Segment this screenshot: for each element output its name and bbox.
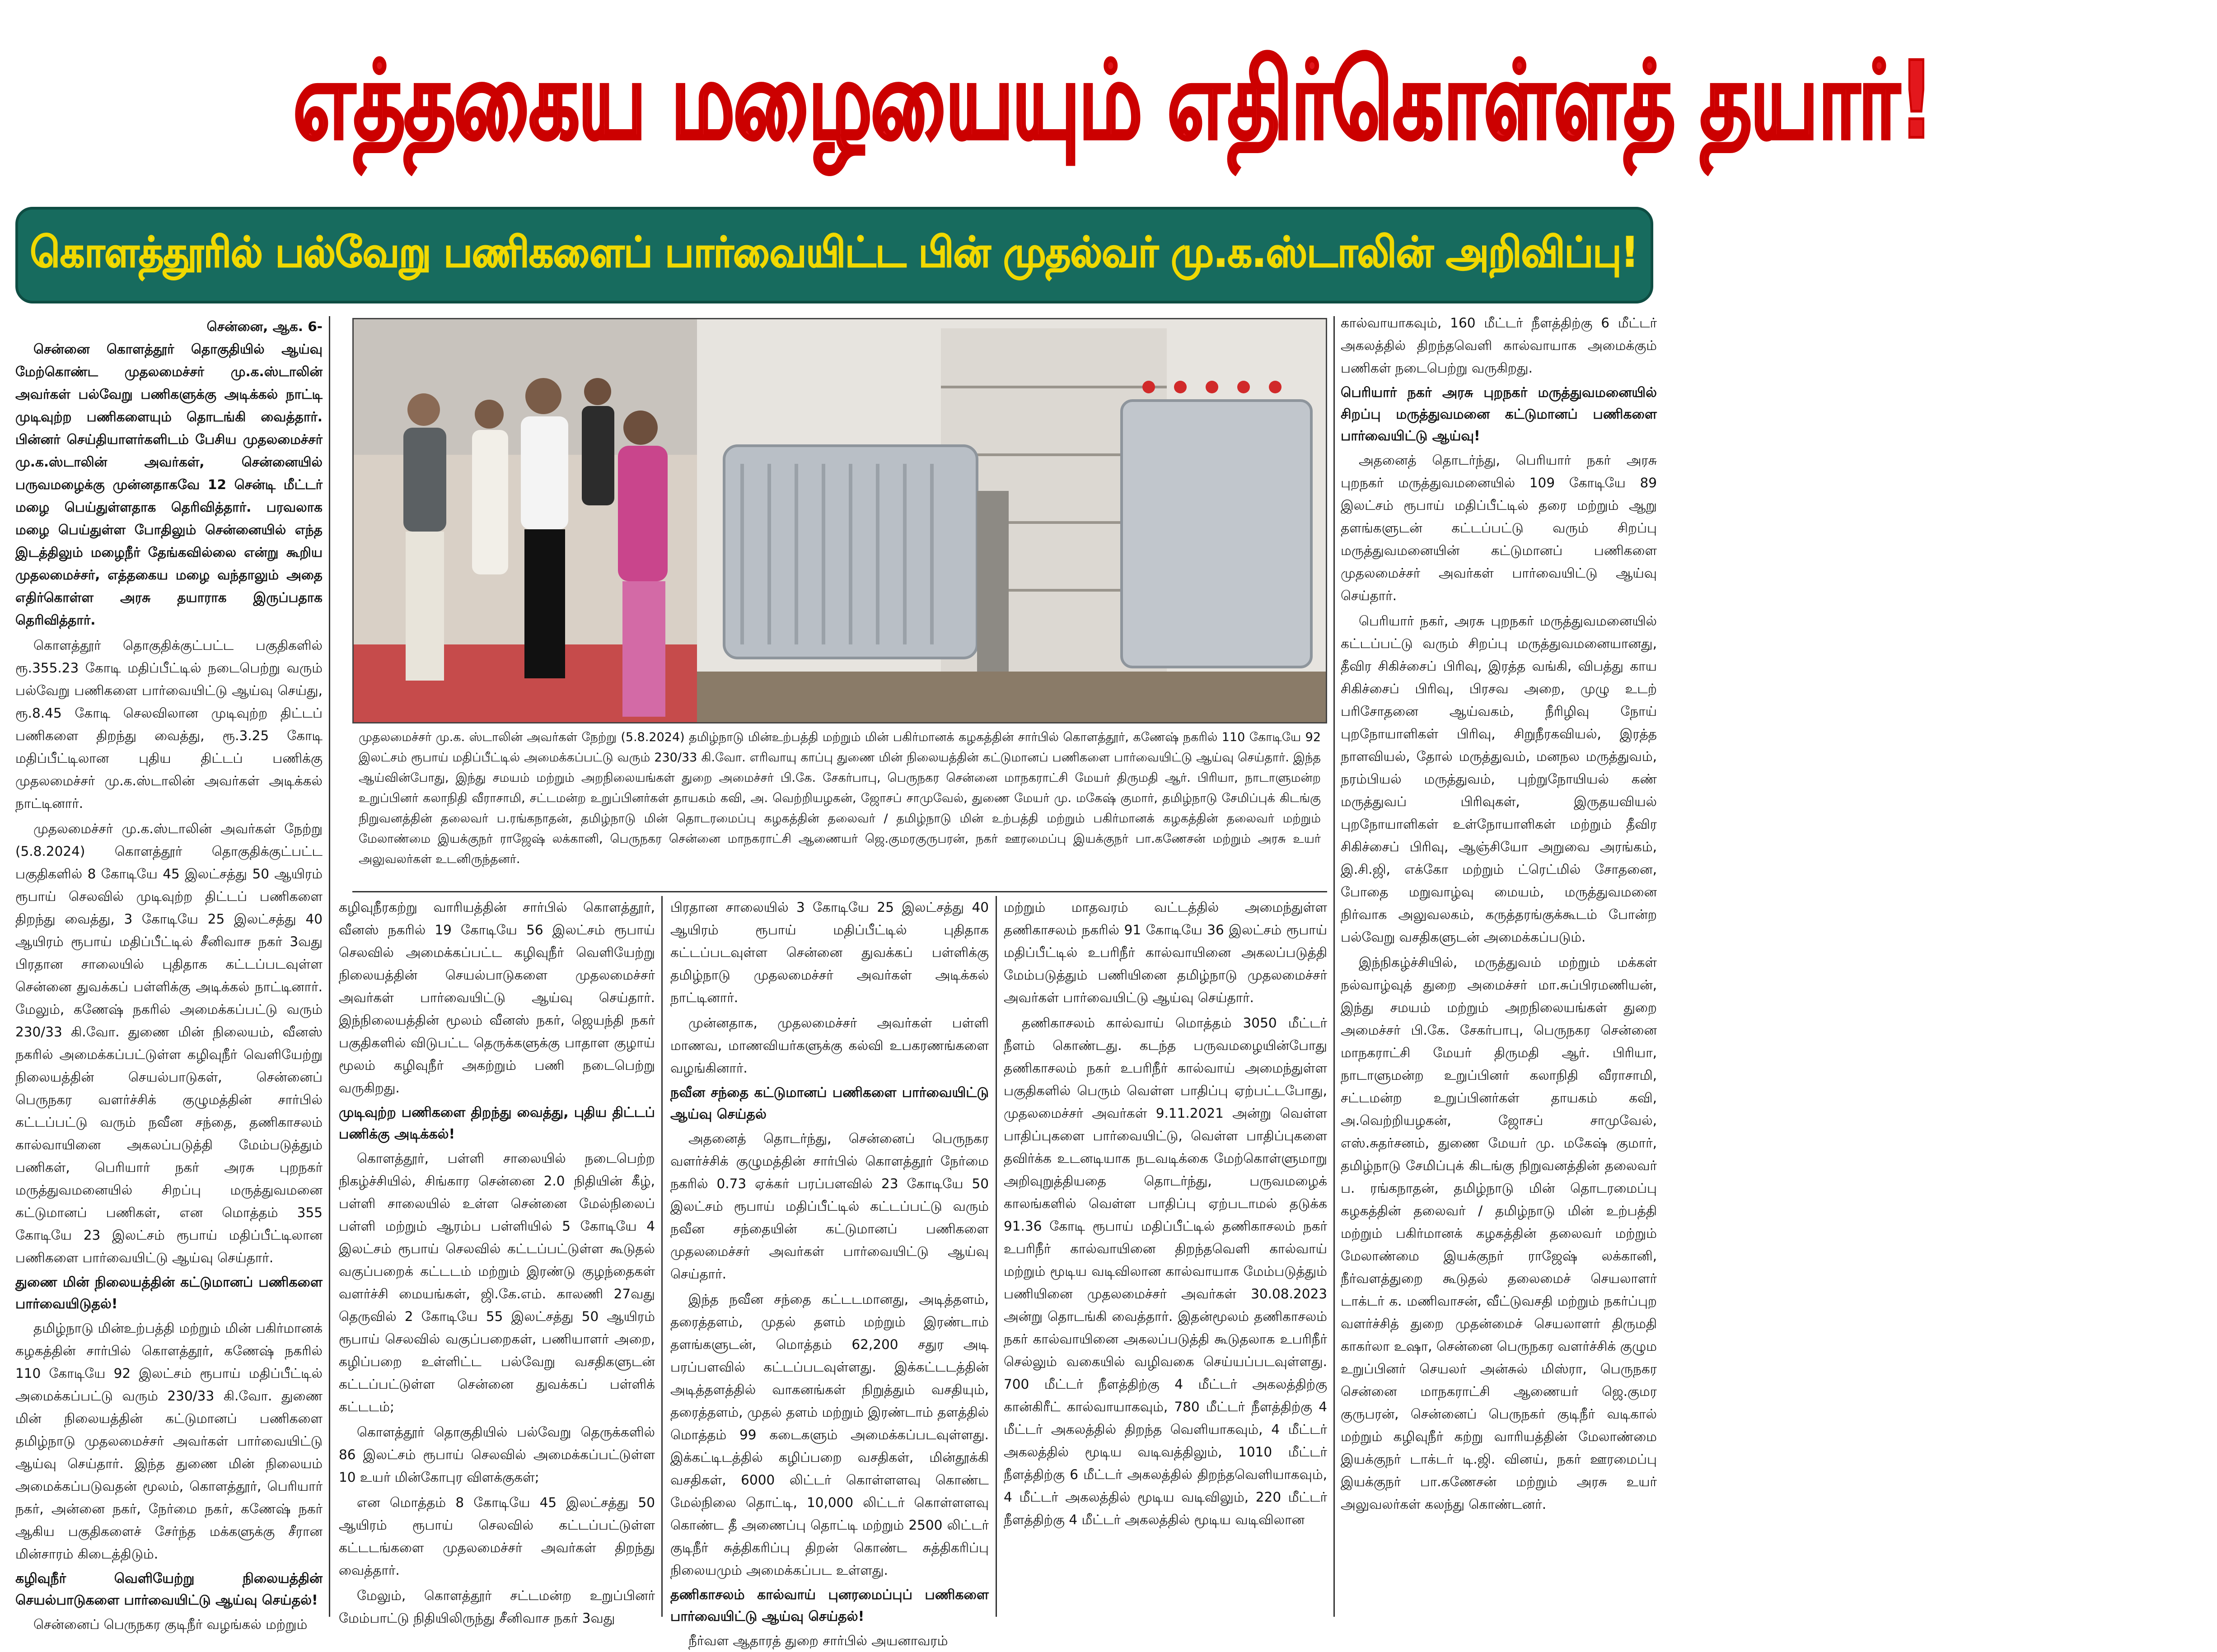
column-divider [1333, 316, 1335, 1617]
paragraph: தணிகாசலம் கால்வாய் மொத்தம் 3050 மீட்டர் நீளம் கொண்டது. கடந்த பருவமழையின்போது தணிகாசலம் நகர் உபரிநீர் கால்வாய் அமைந்துள்ள பகுதிகளில் பெரும் வெள்ள பாதிப்பு ஏற்பட்டபோது, முதலமைச்சர் அவர்கள் 9.11.2021 அன்று வெள்ள பாதிப்புகளை பார்வையிட்டு, வெள்ள பாதிப்புகளை தவிர்க்க உடனடியாக நடவடிக்கை மேற்கொள்ளுமாறு அறிவுறுத்தியதை தொடர்ந்து, பருவமழைக் காலங்களில் வெள்ள பாதிப்பு ஏற்படாமல் தடுக்க 91.36 கோடி ரூபாய் மதிப்பீட்டில் தணிகாசலம் நகர் உபரிநீர் கால்வாயினை திறந்தவெளி கால்வாய் மற்றும் மூடிய வடிவிலான கால்வாயாக மேம்படுத்தும் பணியினை முதலமைச்சர் அவர்கள் 30.08.2023 அன்று தொடங்கி வைத்தார். இதன்மூலம் தணிகாசலம் நகர் கால்வாயினை அகலப்படுத்தி கூடுதலாக உபரிநீர் செல்லும் வகையில் வழிவகை செய்யப்படவுள்ளது. 700 மீட்டர் நீளத்திற்கு 4 மீட்டர் அகலத்திற்கு கான்கிரீட் கால்வாயாகவும், 780 மீட்டர் நீளத்திற்கு 4 மீட்டர் அகலத்தில் திறந்த வெளியாகவும், 4 மீட்டர் அகலத்தில் மூடிய வடிவத்திலும், 1010 மீட்டர் நீளத்திற்கு 6 மீட்டர் அகலத்தில் திறந்தவெளியாகவும், 4 மீட்டர் அகலத்தில் மூடிய வடிவிலும், 220 மீட்டர் நீளத்திற்கு 4 மீட்டர் அகலத்தில் மூடிய வடிவிலான [1004, 1015, 1327, 1527]
subheadline: கொளத்தூரில் பல்வேறு பணிகளைப் பார்வையிட்ட பின் முதல்வர் மு.க.ஸ்டாலின் அறிவிப்பு! [30, 228, 1639, 276]
paragraph: கழிவுநீரகற்று வாரியத்தின் சார்பில் கொளத்தூர், வீனஸ் நகரில் 19 கோடியே 56 இலட்சம் ரூபாய் செலவில் அமைக்கப்பட்ட கழிவுநீர் வெளியேற்று நிலையத்தின் செயல்பாடுகளை முதலமைச்சர் அவர்கள் பார்வையிட்டு ஆய்வு செய்தார். இந்நிலையத்தின் மூலம் வீனஸ் நகர், ஜெயந்தி நகர் பகுதிகளில் விடுபட்ட தெருக்களுக்கு பாதாள குழாய் மூலம் கழிவுநீர் அகற்றும் பணி நடைபெற்று வருகிறது. [339, 900, 655, 1096]
article-column-5 [1341, 312, 1657, 1617]
subheadline-banner [15, 207, 1653, 303]
paragraph: பெரியார் நகர், அரசு புறநகர் மருத்துவமனையில் கட்டப்பட்டு வரும் சிறப்பு மருத்துவமனையானது, தீவிர சிகிச்சைப் பிரிவு, இரத்த வங்கி, விபத்து காய சிகிச்சைப் பிரிவு, பிரசவ அறை, முழு உடற் பரிசோதனை ஆய்வகம், நீரிழிவு நோய் புறநோயாளிகள் பிரிவு, சிறுநீரகவியல், இரத்த நாளவியல், தோல் மருத்துவம், மனநல மருத்துவம், நரம்பியல் மருத்துவம், புற்றுநோயியல் கண் மருத்துவப் பிரிவுகள், இருதயவியல் புறநோயாளிகள் உள்நோயாளிகள் மற்றும் தீவிர சிகிச்சைப் பிரிவு, ஆஞ்சியோ அறுவை அரங்கம், இ.சி.ஜி, எக்கோ மற்றும் ட்ரெட்மில் சோதனை, போதை மறுவாழ்வு மையம், மருத்துவமனை நிர்வாக அலுவலகம், கருத்தரங்குக்கூடம் போன்ற பல்வேறு வசதிகளுடன் அமைக்கப்படும். [1341, 613, 1657, 945]
paragraph: இந்த நவீன சந்தை கட்டடமானது, அடித்தளம், தரைத்தளம், முதல் தளம் மற்றும் இரண்டாம் தளங்களுடன், மொத்தம் 62,200 சதுர அடி பரப்பளவில் கட்டப்படவுள்ளது. இக்கட்டடத்தின் அடித்தளத்தில் வாகனங்கள் நிறுத்தும் வசதியும், தரைத்தளம், முதல் தளம் மற்றும் இரண்டாம் தளத்தில் மொத்தம் 99 கடைகளும் அமைக்கப்படவுள்ளது. இக்கட்டிடத்தில் கழிப்பறை வசதிகள், மின்தூக்கி வசதிகள், 6000 லிட்டர் கொள்ளளவு கொண்ட மேல்நிலை தொட்டி, 10,000 லிட்டர் கொள்ளளவு கொண்ட தீ அணைப்பு தொட்டி மற்றும் 2500 லிட்டர் குடிநீர் சுத்திகரிப்பு திறன் கொண்ட சுத்திகரிப்பு நிலையமும் அமைக்கப்பட உள்ளது. [670, 1292, 989, 1578]
subheading: கழிவுநீர் வெளியேற்று நிலையத்தின் செயல்பாடுகளை பார்வையிட்டு ஆய்வு செய்தல்! [15, 1571, 323, 1608]
article-column-3 [670, 896, 989, 1648]
paragraph: மற்றும் மாதவரம் வட்டத்தில் அமைந்துள்ள தணிகாசலம் நகரில் 91 கோடியே 36 இலட்சம் ரூபாய் மதிப்பீட்டில் உபரிநீர் கால்வாயினை அகலப்படுத்தி மேம்படுத்தும் பணியினை தமிழ்நாடு முதலமைச்சர் அவர்கள் பார்வையிட்டு ஆய்வு செய்தார். [1004, 900, 1327, 1005]
paragraph: முன்னதாக, முதலமைச்சர் அவர்கள் பள்ளி மாணவ, மாணவியர்களுக்கு கல்வி உபகரணங்களை வழங்கினார். [670, 1015, 989, 1076]
paragraph: கால்வாயாகவும், 160 மீட்டர் நீளத்திற்கு 6 மீட்டர் அகலத்தில் திறந்தவெளி கால்வாயாக அமைக்கும் பணிகள் நடைபெற்று வருகிறது. [1341, 315, 1657, 376]
dateline: சென்னை, ஆக. 6- [206, 319, 323, 334]
photo-illustration [354, 319, 1326, 722]
article-column-4 [1004, 896, 1327, 1619]
paragraph: சென்னைப் பெருநகர குடிநீர் வழங்கல் மற்றும் [33, 1617, 308, 1632]
news-photo [352, 318, 1327, 723]
paragraph: முதலமைச்சர் மு.க.ஸ்டாலின் அவர்கள் நேற்று (5.8.2024) கொளத்தூர் தொகுதிக்குட்பட்ட பகுதிகளில் 8 கோடியே 45 இலட்சத்து 50 ஆயிரம் ரூபாய் செலவில் முடிவுற்ற திட்டப் பணிகளை திறந்து வைத்து, 3 கோடியே 25 இலட்சத்து 40 ஆயிரம் ரூபாய் மதிப்பீட்டில் சீனிவாச நகர் 3வது பிரதான சாலையில் புதிதாக கட்டப்படவுள்ள சென்னை துவக்கப் பள்ளிக்கு அடிக்கல் நாட்டினார். மேலும், கணேஷ் நகரில் அமைக்கப்பட்டு வரும் 230/33 கி.வோ. துணை மின் நிலையம், வீனஸ் நகரில் அமைக்கப்பட்டுள்ள கழிவுநீர் வெளியேற்று நிலையத்தின் செயல்பாடுகள், சென்னைப் பெருநகர வளர்ச்சிக் குழுமத்தின் சார்பில் கட்டப்பட்டு வரும் நவீன சந்தை, தணிகாசலம் கால்வாயினை அகலப்படுத்தி மேம்படுத்தும் பணிகள், பெரியார் நகர் அரசு புறநகர் மருத்துவமனையில் சிறப்பு மருத்துவமனை கட்டுமானப் பணிகள், என மொத்தம் 355 கோடியே 23 இலட்சம் ரூபாய் மதிப்பீட்டிலான பணிகளை பார்வையிட்டு ஆய்வு செய்தார். [15, 821, 323, 1265]
column-divider [661, 896, 663, 1617]
paragraph: மேலும், கொளத்தூர் சட்டமன்ற உறுப்பினர் மேம்பாட்டு நிதியிலிருந்து சீனிவாச நகர் 3வது [339, 1588, 655, 1626]
paragraph: தமிழ்நாடு மின்உற்பத்தி மற்றும் மின் பகிர்மானக் கழகத்தின் சார்பில் கொளத்தூர், கணேஷ் நகரில் 110 கோடியே 92 இலட்சம் ரூபாய் மதிப்பீட்டில் அமைக்கப்பட்டு வரும் 230/33 கி.வோ. துணை மின் நிலையத்தின் கட்டுமானப் பணிகளை தமிழ்நாடு முதலமைச்சர் அவர்கள் பார்வையிட்டு ஆய்வு செய்தார். இந்த துணை மின் நிலையம் அமைக்கப்படுவதன் மூலம், கொளத்தூர், பெரியார் நகர், அன்னை நகர், நேர்மை நகர், கணேஷ் நகர் ஆகிய பகுதிகளைச் சேர்ந்த மக்களுக்கு சீரான மின்சாரம் கிடைத்திடும். [15, 1321, 323, 1562]
paragraph: அதனைத் தொடர்ந்து, சென்னைப் பெருநகர வளர்ச்சிக் குழுமத்தின் சார்பில் கொளத்தூர் நேர்மை நகரில் 0.73 ஏக்கர் பரப்பளவில் 23 கோடியே 50 இலட்சம் ரூபாய் மதிப்பீட்டில் கட்டப்பட்டு வரும் நவீன சந்தையின் கட்டுமானப் பணிகளை முதலமைச்சர் அவர்கள் பார்வையிட்டு ஆய்வு செய்தார். [670, 1131, 989, 1282]
subheading: தணிகாசலம் கால்வாய் புனரமைப்புப் பணிகளை பார்வையிட்டு ஆய்வு செய்தல்! [670, 1587, 989, 1624]
column-divider [996, 896, 997, 1617]
paragraph: கொளத்தூர் தொகுதிக்குட்பட்ட பகுதிகளில் ரூ.355.23 கோடி மதிப்பீட்டில் நடைபெற்று வரும் பல்வேறு பணிகளை பார்வையிட்டு ஆய்வு செய்து, ரூ.8.45 கோடி செலவிலான முடிவுற்ற திட்டப் பணிகளை திறந்து வைத்து, ரூ.3.25 கோடி மதிப்பீட்டிலான புதிய திட்டப் பணிக்கு முதலமைச்சர் மு.க.ஸ்டாலின் அவர்கள் அடிக்கல் நாட்டினார். [15, 638, 323, 811]
subheading: நவீன சந்தை கட்டுமானப் பணிகளை பார்வையிட்டு ஆய்வு செய்தல் [670, 1085, 989, 1122]
column-divider [329, 316, 330, 1617]
paragraph: அதனைத் தொடர்ந்து, பெரியார் நகர் அரசு புறநகர் மருத்துவமனையில் 109 கோடியே 89 இலட்சம் ரூபாய் மதிப்பீட்டில் தரை மற்றும் ஆறு தளங்களுடன் கட்டப்பட்டு வரும் சிறப்பு மருத்துவமனையின் கட்டுமானப் பணிகளை முதலமைச்சர் அவர்கள் பார்வையிட்டு ஆய்வு செய்தார். [1341, 453, 1657, 603]
subheading: பெரியார் நகர் அரசு புறநகர் மருத்துவமனையில் சிறப்பு மருத்துவமனை கட்டுமானப் பணிகளை பார்வையிட்டு ஆய்வு! [1341, 385, 1657, 444]
paragraph: கொளத்தூர் தொகுதியில் பல்வேறு தெருக்களில் 86 இலட்சம் ரூபாய் செலவில் அமைக்கப்பட்டுள்ள 10 உயர் மின்கோபுர விளக்குகள்; [339, 1424, 655, 1485]
subheading: முடிவுற்ற பணிகளை திறந்து வைத்து, புதிய திட்டப் பணிக்கு அடிக்கல்! [339, 1105, 655, 1142]
headline: எத்தகைய மழையையும் எதிர்கொள்ளத் தயார்! [293, 38, 1933, 163]
lead-paragraph: சென்னை கொளத்தூர் தொகுதியில் ஆய்வு மேற்கொண்ட முதலமைச்சர் மு.க.ஸ்டாலின் அவர்கள் பல்வேறு பணிகளுக்கு அடிக்கல் நாட்டி முடிவுற்ற பணிகளையும் தொடங்கி வைத்தார். பின்னர் செய்தியாளர்களிடம் பேசிய முதலமைச்சர் மு.க.ஸ்டாலின் அவர்கள், சென்னையில் பருவமழைக்கு முன்னதாகவே 12 சென்டி மீட்டர் மழை பெய்துள்ளதாக தெரிவித்தார். பரவலாக மழை பெய்துள்ள போதிலும் சென்னையில் எந்த இடத்திலும் மழைநீர் தேங்கவில்லை என்று கூறிய முதலமைச்சர், எத்தகைய மழை வந்தாலும் அதை எதிர்கொள்ள அரசு தயாராக இருப்பதாக தெரிவித்தார். [15, 341, 323, 628]
paragraph: நீர்வள ஆதாரத் துறை சார்பில் அயனாவரம் [688, 1633, 948, 1648]
article-column-1 [15, 315, 323, 1632]
subheading: துணை மின் நிலையத்தின் கட்டுமானப் பணிகளை பார்வையிடுதல்! [15, 1274, 323, 1312]
paragraph: என மொத்தம் 8 கோடியே 45 இலட்சத்து 50 ஆயிரம் ரூபாய் செலவில் கட்டப்பட்டுள்ள கட்டடங்களை முதலமைச்சர் அவர்கள் திறந்து வைத்தார். [339, 1495, 655, 1578]
article-column-2 [339, 896, 655, 1626]
paragraph: பிரதான சாலையில் 3 கோடியே 25 இலட்சத்து 40 ஆயிரம் ரூபாய் மதிப்பீட்டில் புதிதாக கட்டப்படவுள்ள சென்னை துவக்கப் பள்ளிக்கு தமிழ்நாடு முதலமைச்சர் அவர்கள் அடிக்கல் நாட்டினார். [670, 900, 989, 1005]
paragraph: இந்நிகழ்ச்சியில், மருத்துவம் மற்றும் மக்கள் நல்வாழ்வுத் துறை அமைச்சர் மா.சுப்பிரமணியன், இந்து சமயம் மற்றும் அறநிலையங்கள் துறை அமைச்சர் பி.கே. சேகர்பாபு, பெருநகர சென்னை மாநகராட்சி மேயர் திருமதி ஆர். பிரியா, நாடாளுமன்ற உறுப்பினர் கலாநிதி வீராசாமி, சட்டமன்ற உறுப்பினர்கள் தாயகம் கவி, அ.வெற்றியழகன், ஜோசப் சாமுவேல், எஸ்.சுதர்சனம், துணை மேயர் மு. மகேஷ் குமார், தமிழ்நாடு சேமிப்புக் கிடங்கு நிறுவனத்தின் தலைவர் ப. ரங்கநாதன், தமிழ்நாடு மின் தொடரமைப்பு கழகத்தின் தலைவர் / தமிழ்நாடு மின் உற்பத்தி மற்றும் பகிர்மானக் கழகத்தின் தலைவர் மற்றும் மேலாண்மை இயக்குநர் ராஜேஷ் லக்கானி, நீர்வளத்துறை கூடுதல் தலைமைச் செயலாளர் டாக்டர் க. மணிவாசன், வீட்டுவசதி மற்றும் நகர்ப்புற வளர்ச்சித் துறை முதன்மைச் செயலாளர் திருமதி காகர்லா உஷா, சென்னை பெருநகர வளர்ச்சிக் குழும உறுப்பினர் செயலர் அன்சுல் மிஸ்ரா, பெருநகர சென்னை மாநகராட்சி ஆணையர் ஜெ.குமர குருபரன், சென்னைப் பெருநகர் குடிநீர் வடிகால் மற்றும் கழிவுநீர் கற்று வாரியத்தின் மேலாண்மை இயக்குநர் டாக்டர் டி.ஜி. வினய், நகர் ஊரமைப்பு இயக்குநர் பா.கணேசன் மற்றும் அரசு உயர் அலுவலர்கள் கலந்து கொண்டனர். [1341, 955, 1657, 1512]
paragraph: கொளத்தூர், பள்ளி சாலையில் நடைபெற்ற நிகழ்ச்சியில், சிங்கார சென்னை 2.0 நிதியின் கீழ், பள்ளி சாலையில் உள்ள சென்னை மேல்நிலைப் பள்ளி மற்றும் ஆரம்ப பள்ளியில் 5 கோடியே 4 இலட்சம் ரூபாய் செலவில் கட்டப்பட்டுள்ள கூடுதல் வகுப்பறைக் கட்டடம் மற்றும் இரண்டு குழந்தைகள் வளர்ச்சி மையங்கள், ஜி.கே.எம். காலணி 27வது தெருவில் 2 கோடியே 55 இலட்சத்து 50 ஆயிரம் ரூபாய் செலவில் வகுப்பறைகள், பணியாளர் அறை, கழிப்பறை உள்ளிட்ட பல்வேறு வசதிகளுடன் கட்டப்பட்டுள்ள சென்னை துவக்கப் பள்ளிக் கட்டடம்; [339, 1151, 655, 1414]
photo-caption: முதலமைச்சர் மு.க. ஸ்டாலின் அவர்கள் நேற்று (5.8.2024) தமிழ்நாடு மின்உற்பத்தி மற்றும் மின் பகிர்மானக் கழகத்தின் சார்பில் கொளத்தூர், கணேஷ் நகரில் 110 கோடியே 92 இலட்சம் ரூபாய் மதிப்பீட்டில் அமைக்கப்பட்டு வரும் 230/33 கி.வோ. எரிவாயு காப்பு துணை மின் நிலையத்தின் கட்டுமானப் பணிகளை பார்வையிட்டு ஆய்வு செய்தார். இந்த ஆய்வின்போது, இந்து சமயம் மற்றும் அறநிலையங்கள் துறை அமைச்சர் பி.கே. சேகர்பாபு, பெருநகர சென்னை மாநகராட்சி மேயர் திருமதி ஆர். பிரியா, நாடாளுமன்ற உறுப்பினர் கலாநிதி வீராசாமி, சட்டமன்ற உறுப்பினர்கள் தாயகம் கவி, அ. வெற்றியழகன், ஜோசப் சாமுவேல், துணை மேயர் மு. மகேஷ் குமார், தமிழ்நாடு சேமிப்புக் கிடங்கு நிறுவனத்தின் தலைவர் ப.ரங்கநாதன், தமிழ்நாடு மின் தொடரமைப்பு கழகத்தின் தலைவர் / தமிழ்நாடு மின் உற்பத்தி மற்றும் பகிர்மானக் கழகத்தின் தலைவர் மற்றும் மேலாண்மை இயக்குநர் ராஜேஷ் லக்கானி, பெருநகர சென்னை மாநகராட்சி ஆணையர் ஜெ.குமரகுருபரன், நகர் ஊரமைப்பு இயக்குநர் பா.கணேசன் மற்றும் அரசு உயர் அலுவலர்கள் உடனிருந்தனர். [352, 724, 1327, 892]
